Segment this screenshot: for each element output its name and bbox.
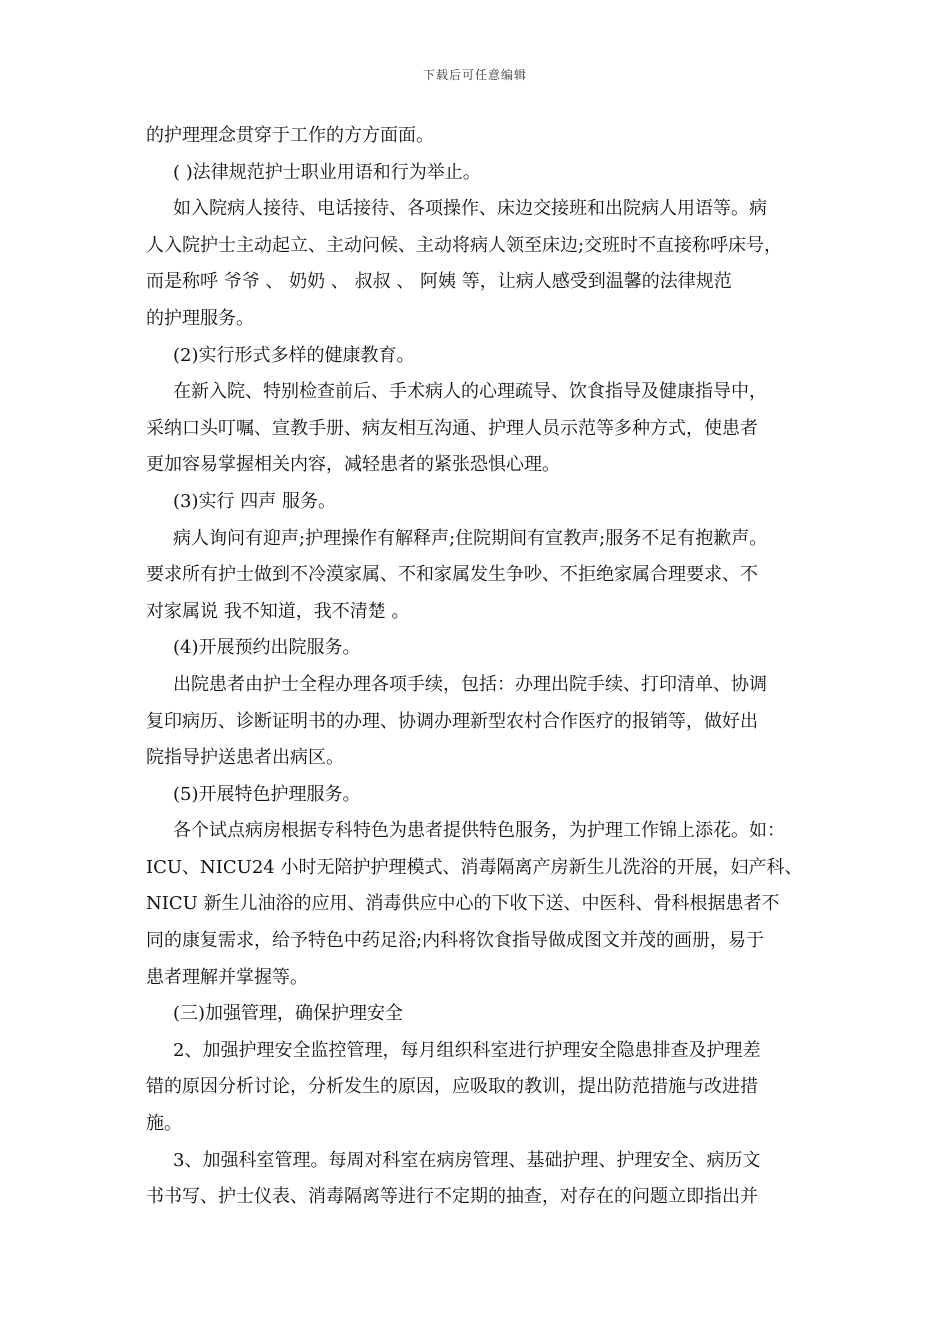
text-line: 院指导护送患者出病区。 [146,747,344,769]
text-line: 如入院病人接待、电话接待、各项操作、床边交接班和出院病人用语等。病 [173,198,767,220]
text-line: 2、加强护理安全监控管理，每月组织科室进行护理安全隐患排查及护理差 [173,1039,761,1061]
text-line: 各个试点病房根据专科特色为患者提供特色服务，为护理工作锦上添花。如： [173,820,785,842]
text-line: 错的原因分析讨论，分析发生的原因，应吸取的教训，提出防范措施与改进措 [146,1076,758,1098]
text-line: 更加容易掌握相关内容，减轻患者的紧张恐惧心理。 [146,454,560,476]
text-line: 3、加强科室管理。每周对科室在病房管理、基础护理、护理安全、病历文 [173,1149,761,1171]
text-line: 人入院护士主动起立、主动问候、主动将病人领至床边;交班时不直接称呼床号， [146,234,783,256]
text-line: (4)开展预约出院服务。 [173,637,361,659]
text-line: 对家属说 我不知道，我不清楚 。 [146,600,410,622]
text-line: 出院患者由护士全程办理各项手续，包括：办理出院手续、打印清单、协调 [173,673,767,695]
text-line: ICU、NICU24 小时无陪护护理模式、消毒隔离产房新生儿洗浴的开展，妇产科、 [146,856,803,878]
text-line: 的护理服务。 [146,307,254,329]
text-line: 患者理解并掌握等。 [146,966,308,988]
text-line: (2)实行形式多样的健康教育。 [173,344,415,366]
text-line: 病人询问有迎声;护理操作有解释声;住院期间有宣教声;服务不足有抱歉声。 [173,527,768,549]
text-line: NICU 新生儿油浴的应用、消毒供应中心的下收下送、中医科、骨科根据患者不 [146,893,780,915]
text-line: (5)开展特色护理服务。 [173,783,361,805]
text-line: 的护理理念贯穿于工作的方方面面。 [146,125,434,146]
page-header: 下载后可任意编辑 [422,68,527,82]
text-line: ( )法律规范护士职业用语和行为举止。 [173,161,481,183]
text-line: 施。 [146,1113,182,1135]
text-line: 在新入院、特别检查前后、手术病人的心理疏导、饮食指导及健康指导中， [173,381,767,403]
text-line: 书书写、护士仪表、消毒隔离等进行不定期的抽查，对存在的问题立即指出并 [146,1186,758,1208]
text-line: 采纳口头叮嘱、宣教手册、病友相互沟通、护理人员示范等多种方式，使患者 [146,417,758,439]
document-body [146,118,806,1216]
text-line: 而是称呼 爷爷 、 奶奶 、 叔叔 、 阿姨 等，让病人感受到温馨的法律规范 [146,271,732,293]
text-line: 同的康复需求，给予特色中药足浴;内科将饮食指导做成图文并茂的画册，易于 [146,930,765,952]
text-line: 要求所有护士做到不冷漠家属、不和家属发生争吵、不拒绝家属合理要求、不 [146,564,758,586]
text-line: 复印病历、诊断证明书的办理、协调办理新型农村合作医疗的报销等，做好出 [146,710,758,732]
text-line: (三)加强管理，确保护理安全 [173,1003,404,1025]
text-line: (3)实行 四声 服务。 [173,490,336,512]
